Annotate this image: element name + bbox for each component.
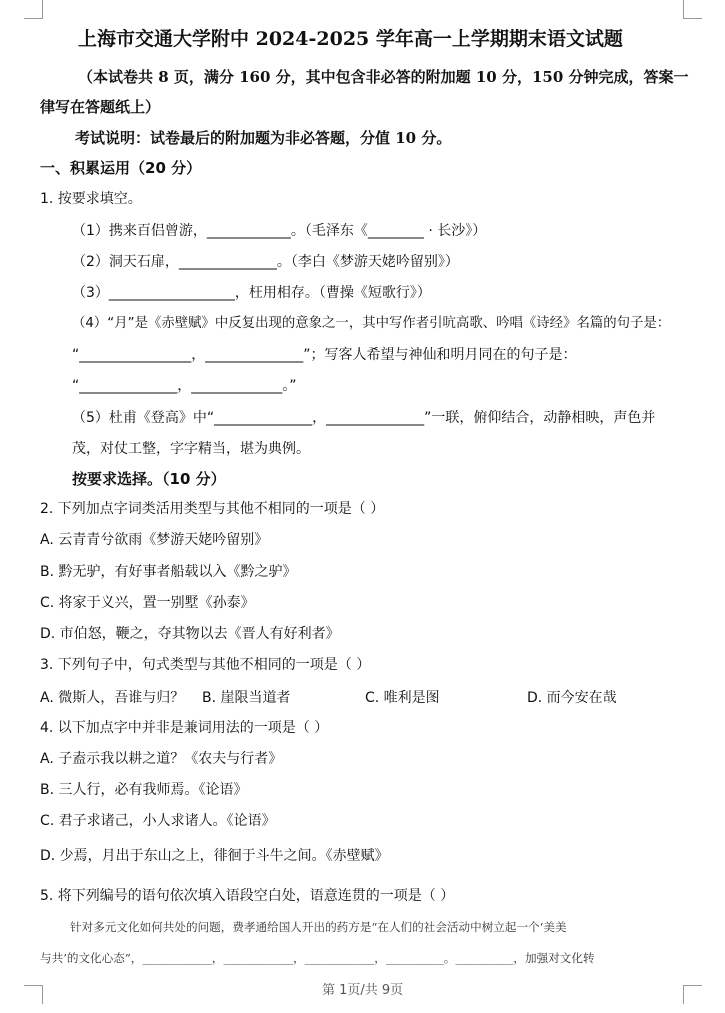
question-3-option-b: B. 崖限当道者 (202, 690, 291, 706)
section-heading-select: 按要求选择。（10 分） (72, 470, 226, 488)
question-2-option-a: A. 云青青兮欲雨《梦游天姥吟留别》 (40, 532, 269, 548)
question-1-item-3: （3）__________________，枉用相存。（曹操《短歌行》） (72, 285, 431, 301)
exam-info-line2: 律写在答题纸上） (40, 98, 161, 116)
question-4-option-a: A. 子盍示我以耕之道？《农夫与行者》 (40, 751, 283, 767)
question-5-passage-line2: 与共’的文化心态”，____________，____________，____________，__________。__________，加强对文化转 (40, 951, 595, 965)
question-5-stem: 5. 将下列编号的语句依次填入语段空白处，语意连贯的一项是（ ） (40, 888, 455, 904)
question-2-stem: 2. 下列加点字词类活用类型与其他不相同的一项是（ ） (40, 501, 385, 517)
question-5-passage-line1: 针对多元文化如何共处的问题，费孝通给国人开出的药方是“在人们的社会活动中树立起一个‘美美 (70, 920, 567, 934)
question-3-option-d: D. 而今安在哉 (527, 690, 617, 706)
question-2-option-d: D. 市伯怒，鞭之，夺其物以去《晋人有好利者》 (40, 626, 340, 642)
crop-mark-top-left (24, 0, 43, 19)
crop-mark-top-right (683, 0, 702, 19)
section-heading-1: 一、积累运用（20 分） (40, 159, 202, 177)
question-1-item-5-line2: 茂，对仗工整，字字精当，堪为典例。 (72, 441, 310, 457)
question-1-item-2: （2）洞天石扉，______________。（李白《梦游天姥吟留别》） (72, 254, 459, 270)
question-4-option-c: C. 君子求诸己，小人求诸人。《论语》 (40, 813, 276, 829)
question-1-stem: 1. 按要求填空。 (40, 191, 142, 207)
page-footer: 第 1页/共 9页 (322, 983, 404, 998)
question-4-stem: 4. 以下加点字中并非是兼词用法的一项是（ ） (40, 720, 329, 736)
question-2-option-c: C. 将家于义兴，置一别墅《孙泰》 (40, 595, 255, 611)
crop-mark-bottom-left (24, 985, 43, 1004)
question-3-stem: 3. 下列句子中，句式类型与其他不相同的一项是（ ） (40, 657, 371, 673)
question-2-option-b: B. 黔无驴，有好事者船载以入《黔之驴》 (40, 564, 297, 580)
question-4-option-b: B. 三人行，必有我师焉。《论语》 (40, 782, 248, 798)
question-1-item-4: （4）“月”是《赤壁赋》中反复出现的意象之一，其中写作者引吭高歌、吟唱《诗经》名篇的句子是： (72, 316, 671, 331)
crop-mark-bottom-right (683, 985, 702, 1004)
exam-instructions: 考试说明：试卷最后的附加题为非必答题，分值 10 分。 (75, 129, 452, 147)
question-1-item-4-line2: “________________，______________”；写客人希望与神仙和明月同在的句子是： (72, 347, 577, 363)
question-3-option-c: C. 唯利是图 (365, 690, 440, 706)
question-1-item-5: （5）杜甫《登高》中“______________，______________”一联，俯仰结合，动静相映，声色并 (72, 410, 656, 426)
question-1-item-4-line3: “______________，_____________。” (72, 378, 297, 394)
exam-info-line1: （本试卷共 8 页，满分 160 分，其中包含非必答的附加题 10 分，150 分钟完成，答案一 (78, 68, 689, 86)
page-title: 上海市交通大学附中 2024-2025 学年高一上学期期末语文试题 (78, 28, 623, 50)
question-1-item-1: （1）携来百侣曾游，____________。（毛泽东《________ · 长沙》） (72, 223, 487, 239)
question-4-option-d: D. 少焉，月出于东山之上，徘徊于斗牛之间。《赤壁赋》 (40, 848, 389, 864)
question-3-option-a: A. 微斯人，吾谁与归？ (40, 690, 185, 706)
